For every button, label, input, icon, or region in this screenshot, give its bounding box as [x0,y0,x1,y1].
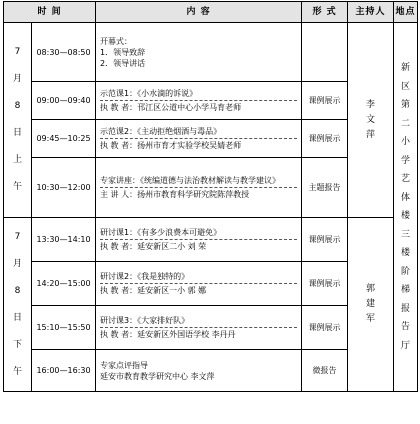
form-cell: 课例展示 [302,262,348,306]
time-cell: 16:00—16:30 [32,350,96,392]
afternoon-day-cell [4,218,32,392]
content-divider [100,239,297,240]
content-cell [96,23,302,82]
time-cell: 09:45—10:25 [32,120,96,158]
afternoon-day-label: 7月8日下午 [12,231,22,377]
time-cell: 14:20—15:00 [32,262,96,306]
content-line: 主 讲 人：扬州市教育科学研究院陈萍教授 [100,190,250,199]
content-line: 延安市教育教学研究中心 李文萍 [100,371,215,381]
header-host: 主持人 [348,2,394,23]
content-divider [100,138,297,139]
morning-host-cell [348,23,394,218]
form-cell: 课例展示 [302,82,348,120]
header-form: 形 式 [302,2,348,23]
content-divider [100,100,297,101]
content-line: 执 教 者：扬州市育才实验学校吴婧老师 [100,141,242,150]
schedule-table [3,1,418,392]
content-line: 专家讲座：《统编道德与法治教材解读与教学建议》 [100,176,281,185]
content-line: 研讨课2：《我是独特的》 [100,272,190,281]
content-line: 执 教 者：延安新区一小 郭 娜 [100,286,207,295]
content-cell [96,262,302,306]
content-line: 2．领导讲话 [100,58,146,68]
morning-day-cell [4,23,32,218]
time-cell: 10:30—12:00 [32,158,96,218]
content-divider [100,187,297,188]
content-line: 研讨课3：《大家排好队》 [100,316,190,325]
content-divider [100,283,297,284]
time-cell: 13:30—14:10 [32,218,96,262]
content-cell [96,350,302,392]
morning-day-label: 7月8日上午 [12,47,22,192]
content-line: 研讨课1：《有多少浪费本可避免》 [100,228,222,237]
table-row [4,218,418,262]
form-cell: 微报告 [302,350,348,392]
morning-host-name: 李文萍 [366,99,376,140]
location-label: 新区第二小学艺体楼三楼阶梯报告厅 [401,63,411,351]
content-line: 执 教 者：延安新区二小 刘 荣 [100,242,207,251]
form-cell [302,23,348,82]
content-cell [96,306,302,350]
content-line: 开幕式： [100,36,133,46]
location-cell [394,23,418,392]
content-cell [96,158,302,218]
content-line: 执 教 者：邗江区公道中心小学马育老师 [100,103,242,112]
content-cell [96,82,302,120]
afternoon-host-name: 郭建军 [366,284,376,324]
header-location: 地点 [394,2,418,23]
header-row [4,2,418,23]
form-cell: 课例展示 [302,218,348,262]
content-line: 专家点评指导 [100,360,149,370]
time-cell: 08:30—08:50 [32,23,96,82]
form-cell: 课例展示 [302,120,348,158]
form-cell: 主题报告 [302,158,348,218]
time-cell: 15:10—15:50 [32,306,96,350]
content-line: 1．领导致辞 [100,47,146,57]
afternoon-host-cell [348,218,394,392]
form-cell: 课例展示 [302,306,348,350]
table-row [4,23,418,82]
content-cell [96,120,302,158]
content-divider [100,327,297,328]
header-time: 时 间 [4,2,96,23]
content-line: 执 教 者：延安新区外国语学校 李丹丹 [100,330,236,339]
content-line: 示范课1：《小水滴的诉说》 [100,89,198,98]
header-content: 内 容 [96,2,302,23]
content-line: 示范课2：《主动拒绝烟酒与毒品》 [100,127,222,136]
time-cell: 09:00—09:40 [32,82,96,120]
content-cell [96,218,302,262]
